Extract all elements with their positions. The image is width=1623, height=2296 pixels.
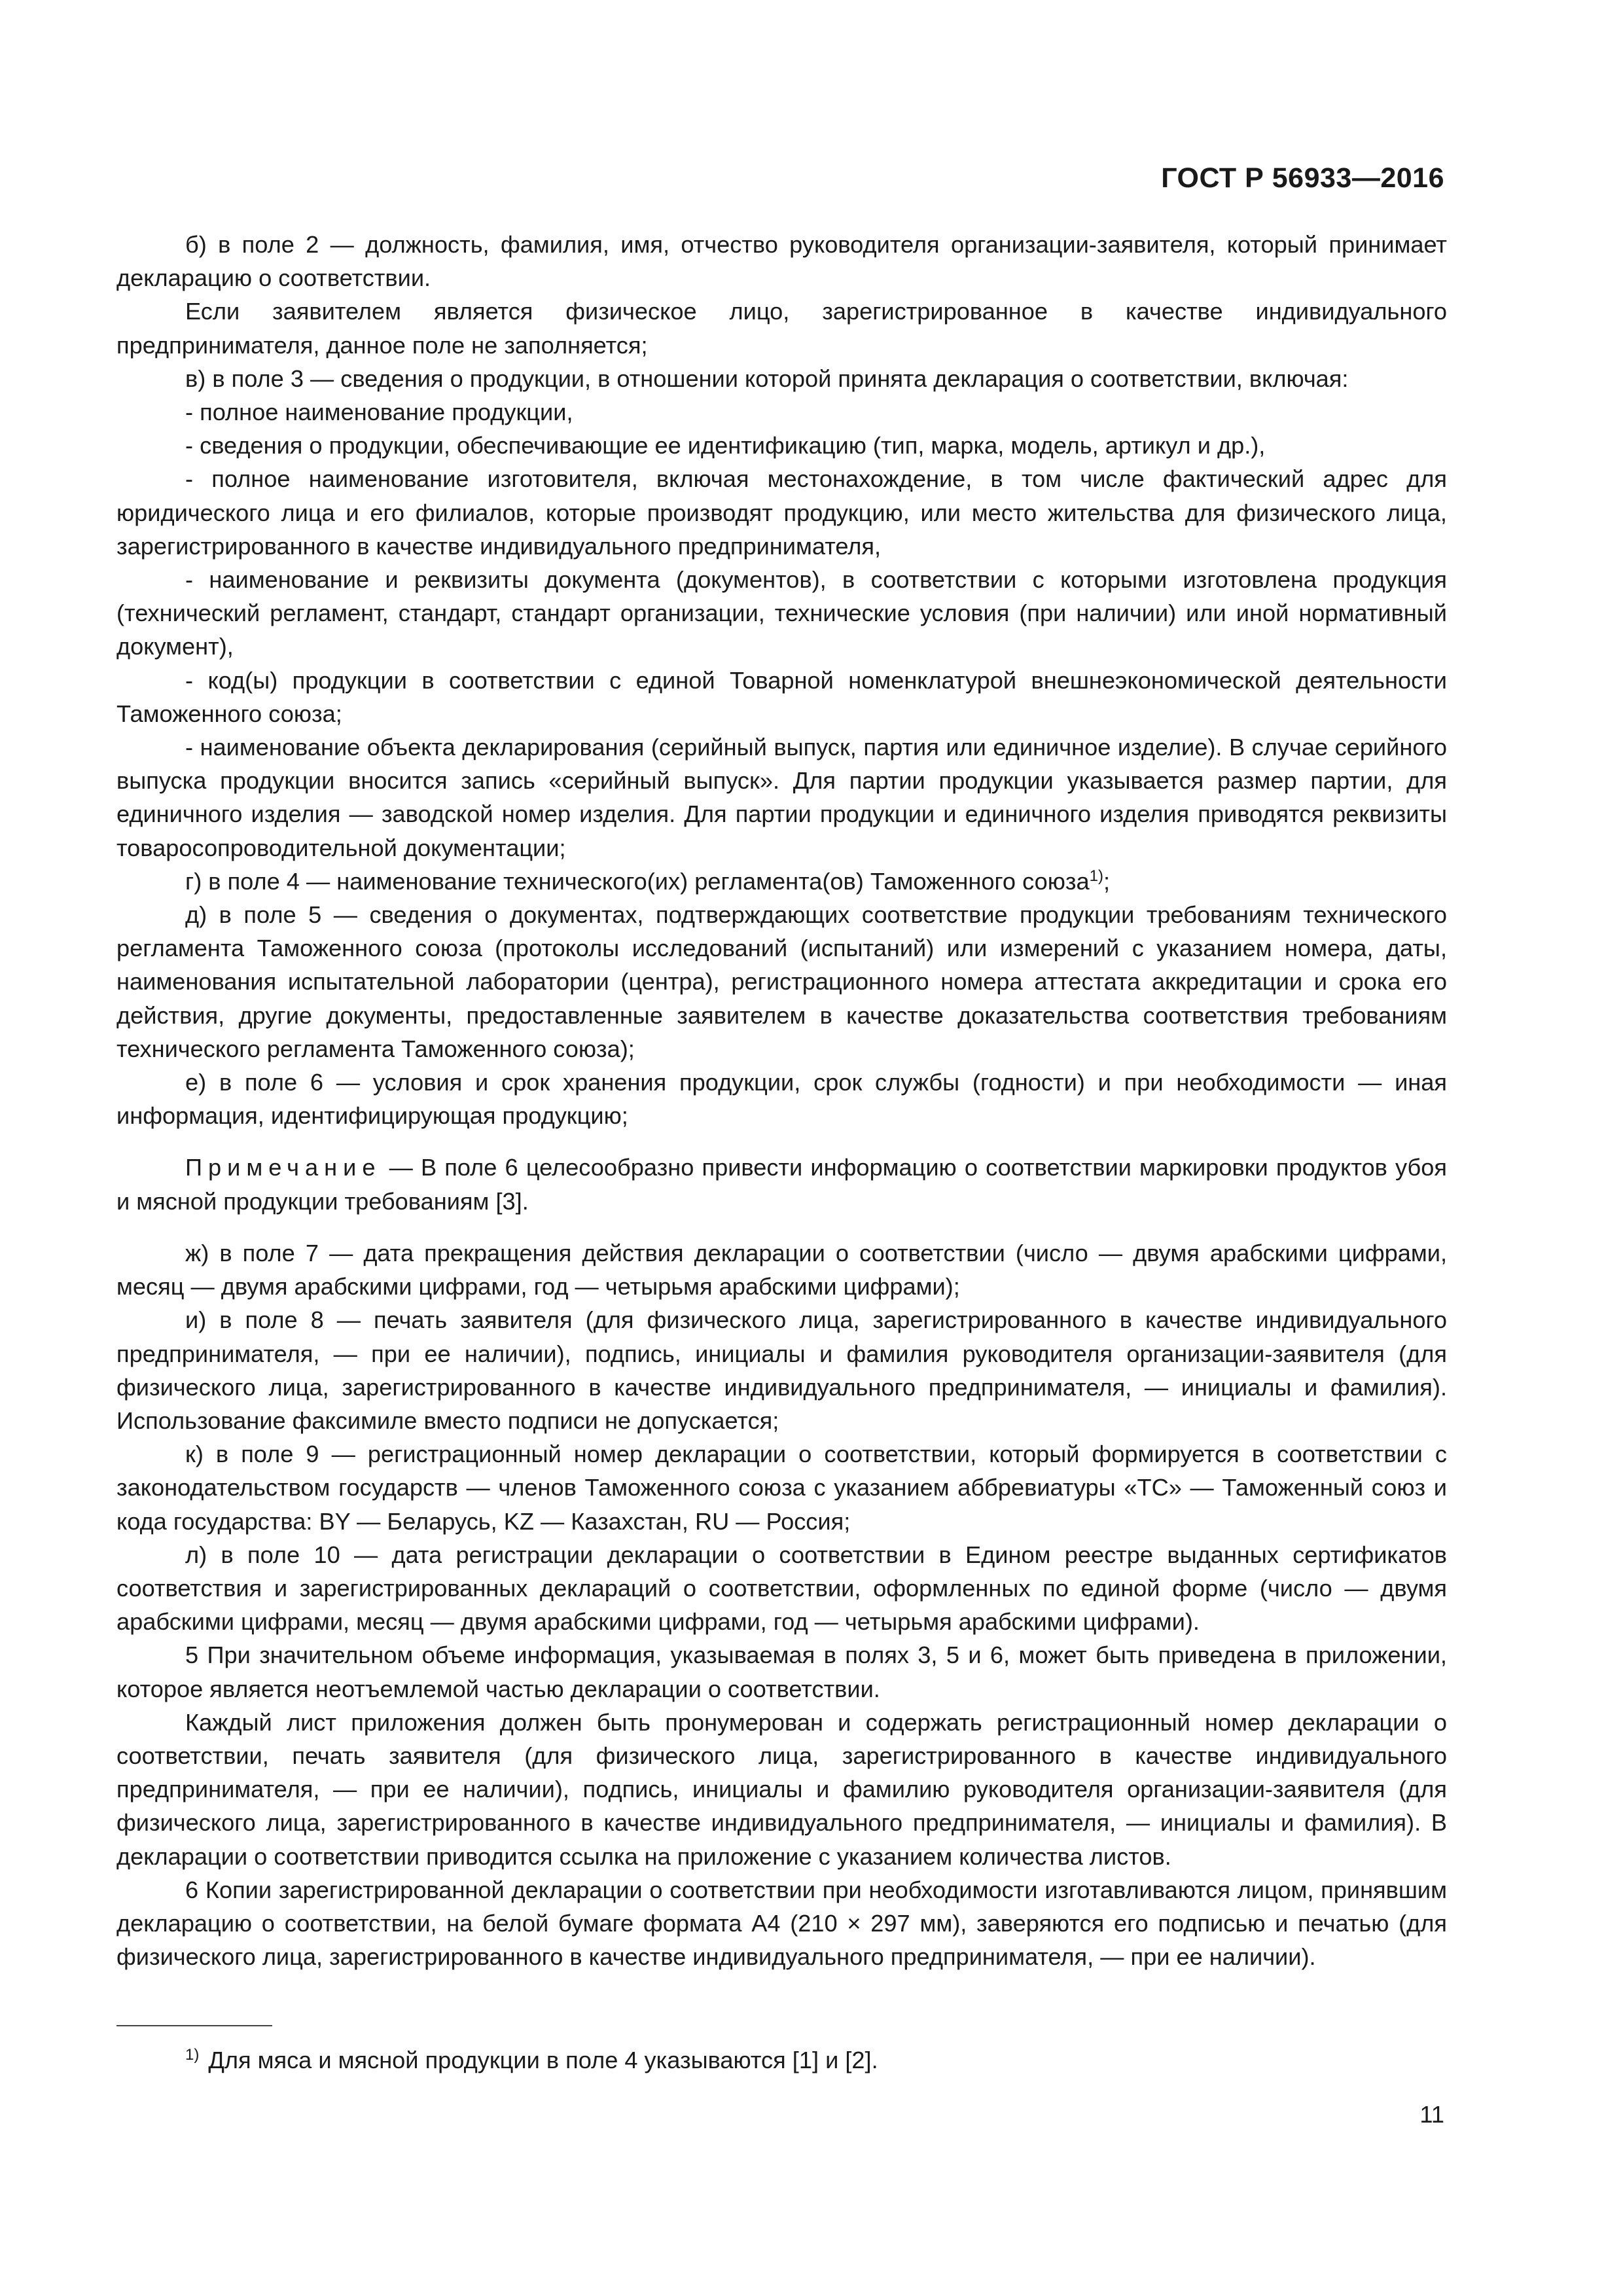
list-item: - полное наименование изготовителя, включая местонахождение, в том числе фактический адрес для юридического лица и его филиалов, которые производят продукцию, или место жительства для физического лица, зарегистрированного в качестве индивидуального предпринимателя, [116,465,1447,560]
list-item: - полное наименование продукции, [185,399,573,426]
paragraph: Каждый лист приложения должен быть пронумерован и содержать регистрационный номер декларации о соответствии, печать заявителя (для физического лица, зарегистрированного в качестве индивидуального предпринимателя, — при ее наличии), подпись, инициалы и фамилию руководителя организации-заявителя (для физического лица, зарегистрированного в качестве индивидуального предпринимателя, — инициалы и фамилия). В декларации о соответствии приводится ссылка на приложение с указанием количества листов. [116,1708,1447,1870]
item-g-text: г) в поле 4 — наименование технического(их) регламента(ов) Таможенного союза [185,867,1090,895]
document-header: ГОСТ Р 56933—2016 [1161,162,1444,194]
paragraph: к) в поле 9 — регистрационный номер декларации о соответствии, который формируется в соответствии с законодательством государств — членов Таможенного союза с указанием аббревиатуры «ТС» — Таможенный союз и кода государства: BY — Беларусь, KZ — Казахстан, RU — Россия; [116,1441,1447,1535]
paragraph: д) в поле 5 — сведения о документах, подтверждающих соответствие продукции требованиям технического регламента Таможенного союза (протоколы исследований (испытаний) или измерений с указанием номера, даты, наименования испытательной лаборатории (центра), регистрационного номера аттестата аккредитации и срока его действия, другие документы, предоставленные заявителем в качестве доказательства соответствия требованиям технического регламента Таможенного союза); [116,901,1447,1062]
list-item: - наименование объекта декларирования (серийный выпуск, партия или единичное изделие). В случае серийного выпуска продукции вносится запись «серийный выпуск». Для партии продукции указывается размер партии, для единичного изделия — заводской номер изделия. Для партии продукции и единичного изделия приводятся реквизиты товаросопроводительной документации; [116,734,1447,861]
paragraph: е) в поле 6 — условия и срок хранения продукции, срок службы (годности) и при необходимости — иная информация, идентифицирующая продукцию; [116,1069,1447,1130]
footnote-reference[interactable]: 1) [1089,867,1103,885]
list-item: - наименование и реквизиты документа (документов), в соответствии с которыми изготовлена продукция (технический регламент, стандарт, стандарт организации, технические условия (при наличии) или иной нормативный документ), [116,566,1447,660]
paragraph-item-g [116,865,1447,898]
footnote-divider [116,2025,272,2026]
footnote [185,2043,878,2077]
paragraph: б) в поле 2 — должность, фамилия, имя, отчество руководителя организации-заявителя, который принимает декларацию о соответствии. [116,231,1447,292]
paragraph: ж) в поле 7 — дата прекращения действия декларации о соответствии (число — двумя арабскими цифрами, месяц — двумя арабскими цифрами, год — четырьмя арабскими цифрами); [116,1239,1447,1300]
note [116,1151,1447,1217]
main-content [116,228,1447,1973]
paragraph: л) в поле 10 — дата регистрации декларации о соответствии в Едином реестре выданных сертификатов соответствия и зарегистрированных деклараций о соответствии, оформленных по единой форме (число — двумя арабскими цифрами, месяц — двумя арабскими цифрами, год — четырьмя арабскими цифрами). [116,1541,1447,1636]
page-number: 11 [1419,2101,1444,2128]
footnote-marker: 1) [185,2045,200,2064]
note-text: — В поле 6 целесообразно привести информацию о соответствии маркировки продуктов убоя и мясной продукции требованиям [3]. [116,1154,1447,1215]
paragraph: в) в поле 3 — сведения о продукции, в отношении которой принята декларация о соответствии, включая: [185,365,1349,392]
footnote-text: Для мяса и мясной продукции в поле 4 указываются [1] и [2]. [208,2047,878,2073]
list-item: - код(ы) продукции в соответствии с единой Товарной номенклатурой внешнеэкономической деятельности Таможенного союза; [116,666,1447,727]
note-label: Примечание [185,1154,382,1181]
list-item: - сведения о продукции, обеспечивающие ее идентификацию (тип, марка, модель, артикул и др.), [185,432,1266,459]
item-g-tail: ; [1103,867,1110,895]
paragraph: Если заявителем является физическое лицо, зарегистрированное в качестве индивидуального предпринимателя, данное поле не заполняется; [116,298,1447,359]
paragraph: 6 Копии зарегистрированной декларации о соответствии при необходимости изготавливаются лицом, принявшим декларацию о соответствии, на белой бумаге формата А4 (210 × 297 мм), заверяются его подписью и печатью (для физического лица, зарегистрированного в качестве индивидуального предпринимателя, — при ее наличии). [116,1876,1447,1971]
paragraph: и) в поле 8 — печать заявителя (для физического лица, зарегистрированного в качестве индивидуального предпринимателя, — при ее наличии), подпись, инициалы и фамилия руководителя организации-заявителя (для физического лица, зарегистрированного в качестве индивидуального предпринимателя, — инициалы и фамилия). Использование факсимиле вместо подписи не допускается; [116,1306,1447,1434]
paragraph: 5 При значительном объеме информация, указываемая в полях 3, 5 и 6, может быть приведена в приложении, которое является неотъемлемой частью декларации о соответствии. [116,1641,1447,1702]
